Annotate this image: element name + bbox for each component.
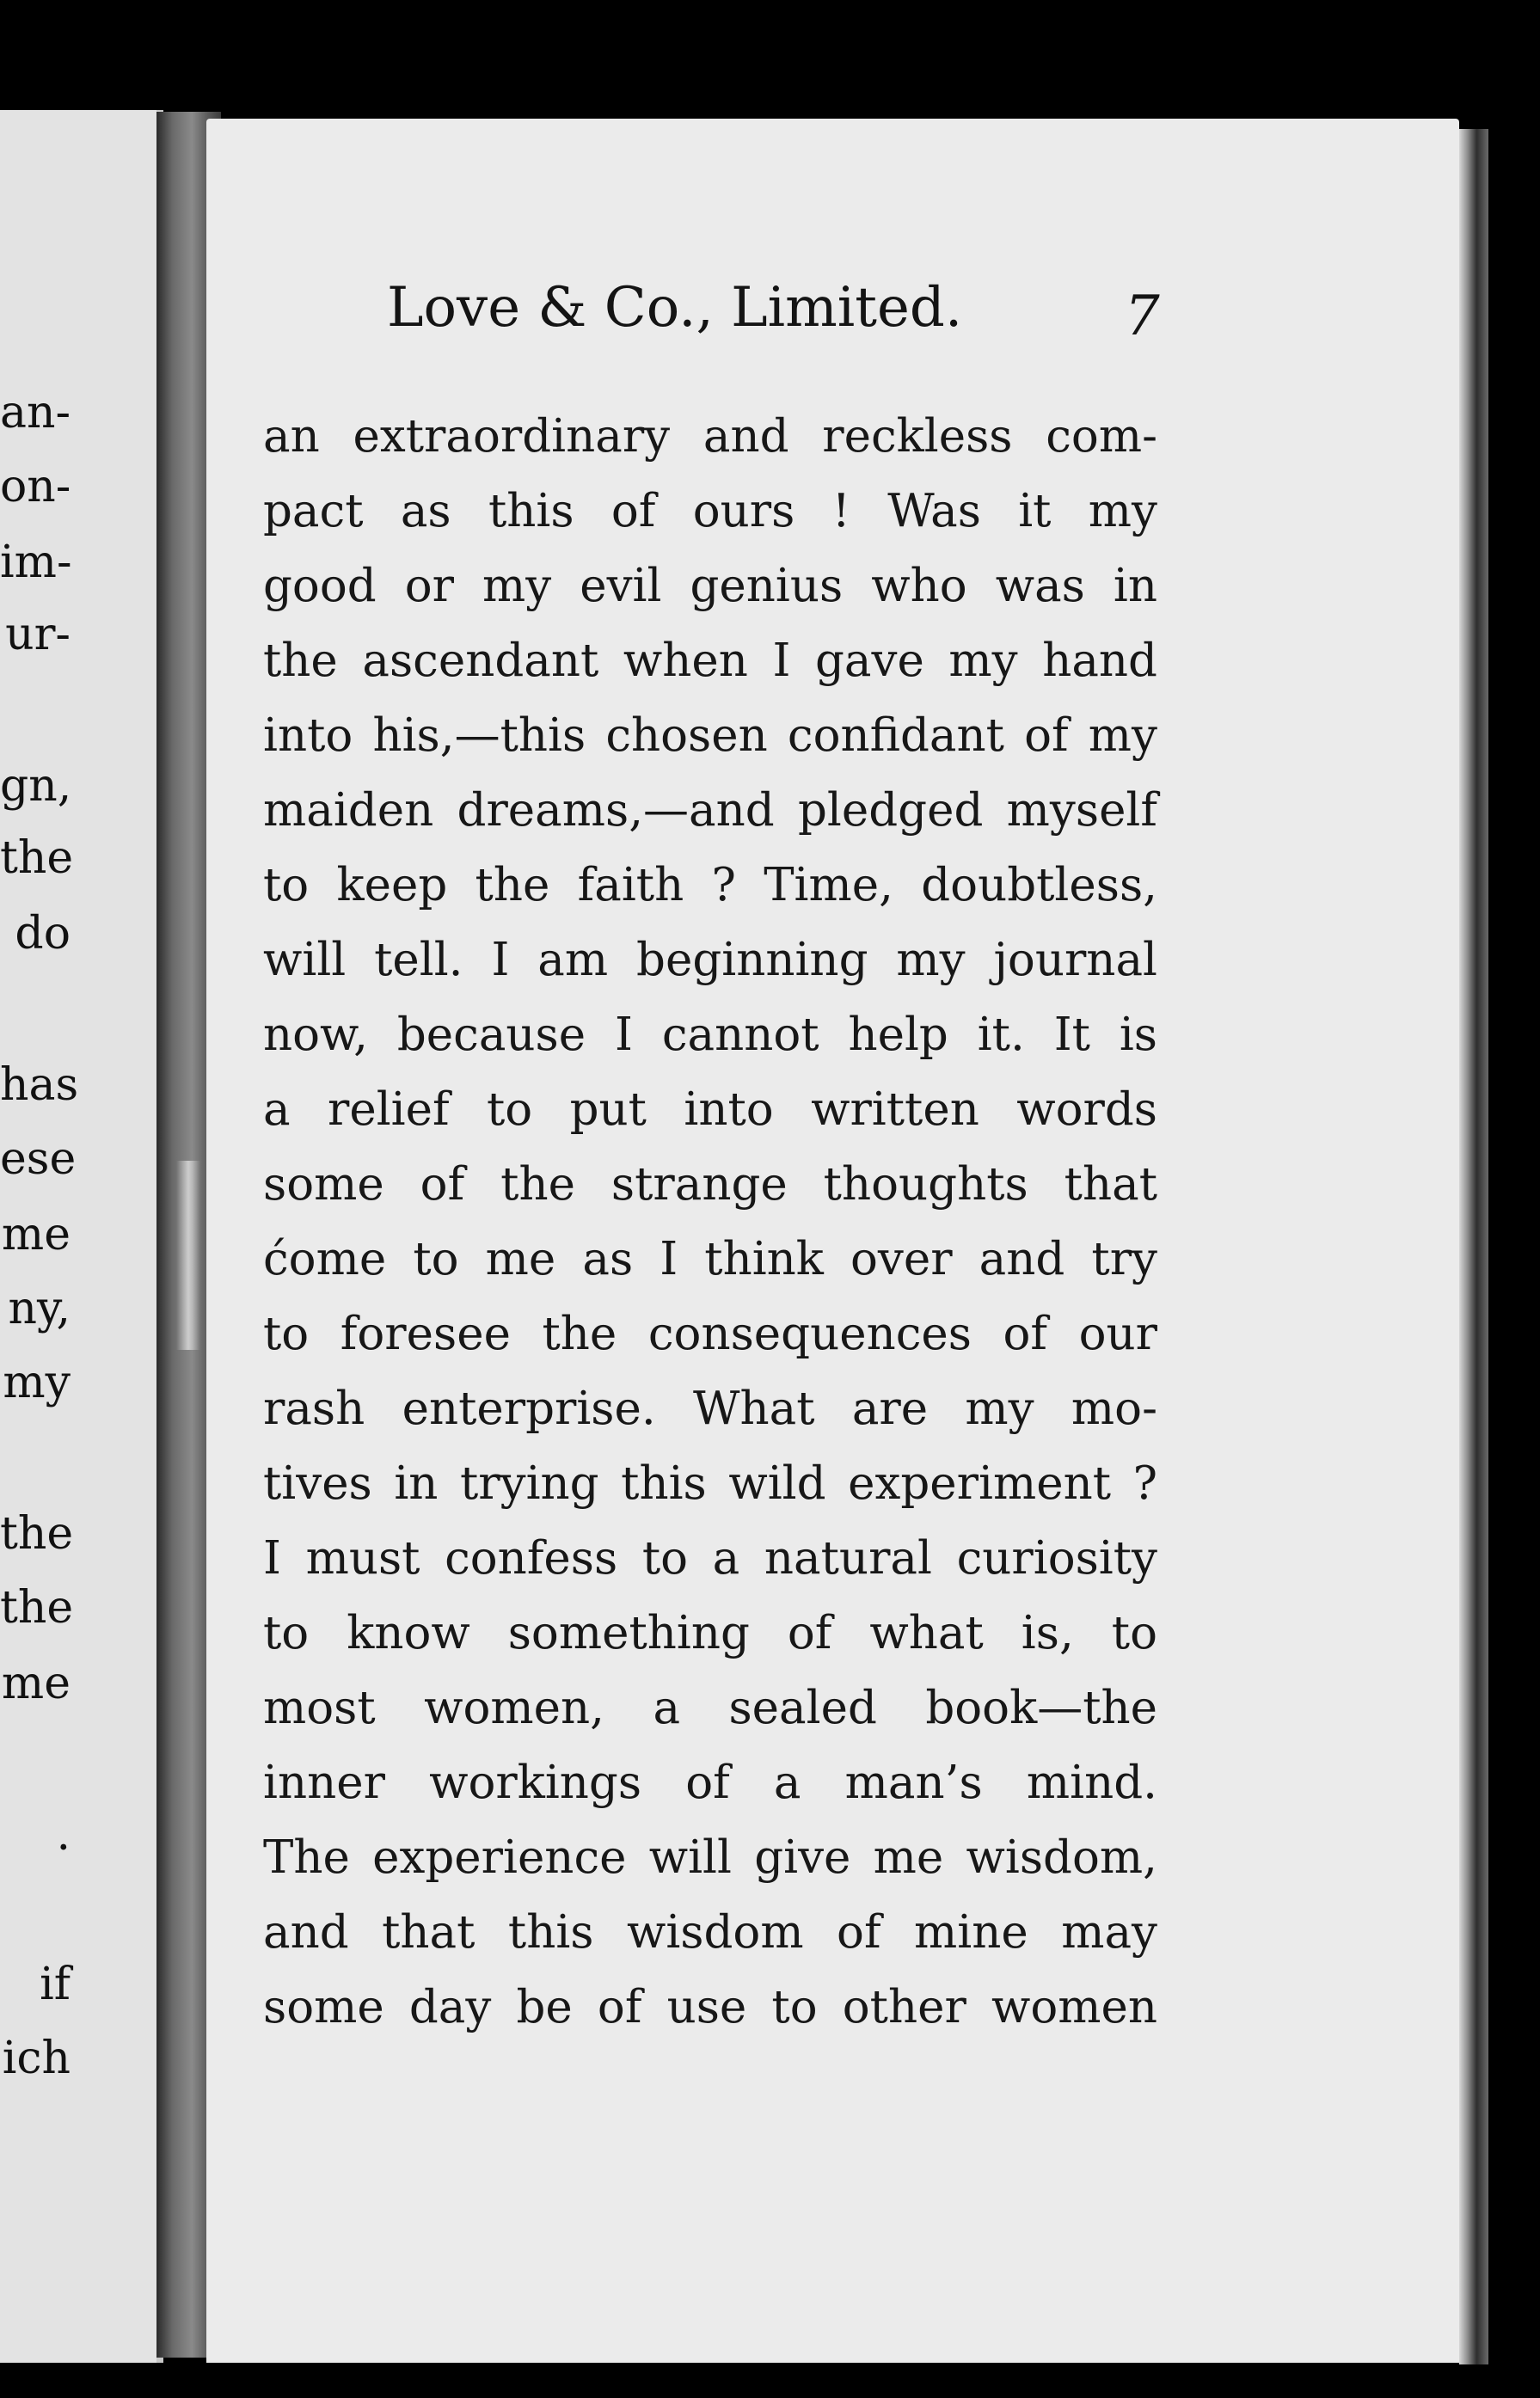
left-page-fragment: ny, — [8, 1283, 71, 1334]
left-page-fragment: the — [0, 1508, 74, 1560]
body-text-line: inner workings of a man’s mind. — [263, 1757, 1157, 1809]
body-text-line: I must confess to a natural curiosity — [263, 1532, 1157, 1585]
left-page-fragment: my — [3, 1357, 71, 1408]
body-text-line: a relief to put into written words — [263, 1083, 1157, 1136]
body-text-line: pact as this of ours ! Was it my — [263, 485, 1157, 537]
body-text-line: and that this wisdom of mine may — [263, 1906, 1157, 1959]
left-page-fragment: if — [40, 1959, 71, 2010]
left-page-fragment: do — [15, 908, 71, 960]
body-text-line: rash enterprise. What are my mo- — [263, 1383, 1157, 1435]
body-text-line: now, because I cannot help it. It is — [263, 1009, 1157, 1061]
left-page-fragment: ur- — [5, 609, 71, 660]
left-page-fragment: ese — [0, 1133, 77, 1185]
body-text-line: The experience will give me wisdom, — [263, 1831, 1157, 1884]
body-text-line: into his,—this chosen confidant of my — [263, 709, 1157, 762]
body-text-line: ćome to me as I think over and try — [263, 1233, 1157, 1285]
left-page-fragment: ich — [2, 2033, 71, 2084]
left-page-fragment: an- — [0, 387, 71, 439]
gutter-shine — [176, 1161, 200, 1350]
left-page-edge — [0, 110, 163, 2363]
left-page-fragment: me — [1, 1209, 71, 1260]
page-number: 7 — [1125, 285, 1160, 348]
left-page-fragment: . — [56, 1809, 71, 1861]
left-page-fragment: the — [0, 1582, 74, 1634]
body-text-line: will tell. I am beginning my journal — [263, 934, 1157, 986]
left-page-fragment: has — [0, 1059, 79, 1111]
running-head: Love & Co., Limited. — [387, 276, 963, 340]
body-text-line: to foresee the consequences of our — [263, 1308, 1157, 1360]
body-text-line: some of the strange thoughts that — [263, 1158, 1157, 1211]
body-text-line: to know something of what is, to — [263, 1607, 1157, 1659]
left-page-fragment: gn, — [0, 760, 72, 812]
body-text-line: most women, a sealed book—the — [263, 1682, 1157, 1734]
body-text-line: to keep the faith ? Time, doubtless, — [263, 859, 1157, 911]
body-text-line: good or my evil genius who was in — [263, 560, 1157, 612]
left-page-fragment: the — [0, 832, 74, 884]
body-text-line: maiden dreams,—and pledged myself — [263, 784, 1157, 837]
body-text-line: some day be of use to other women — [263, 1981, 1157, 2033]
page-edge-shadow — [1459, 129, 1488, 2364]
left-page-fragment: im- — [0, 537, 72, 588]
body-text-line: the ascendant when I gave my hand — [263, 635, 1157, 687]
body-text-line: tives in trying this wild experiment ? — [263, 1457, 1157, 1510]
body-text-line: an extraordinary and reckless com- — [263, 410, 1157, 463]
left-page-fragment: on- — [0, 461, 71, 512]
left-page-fragment: me — [1, 1658, 71, 1709]
